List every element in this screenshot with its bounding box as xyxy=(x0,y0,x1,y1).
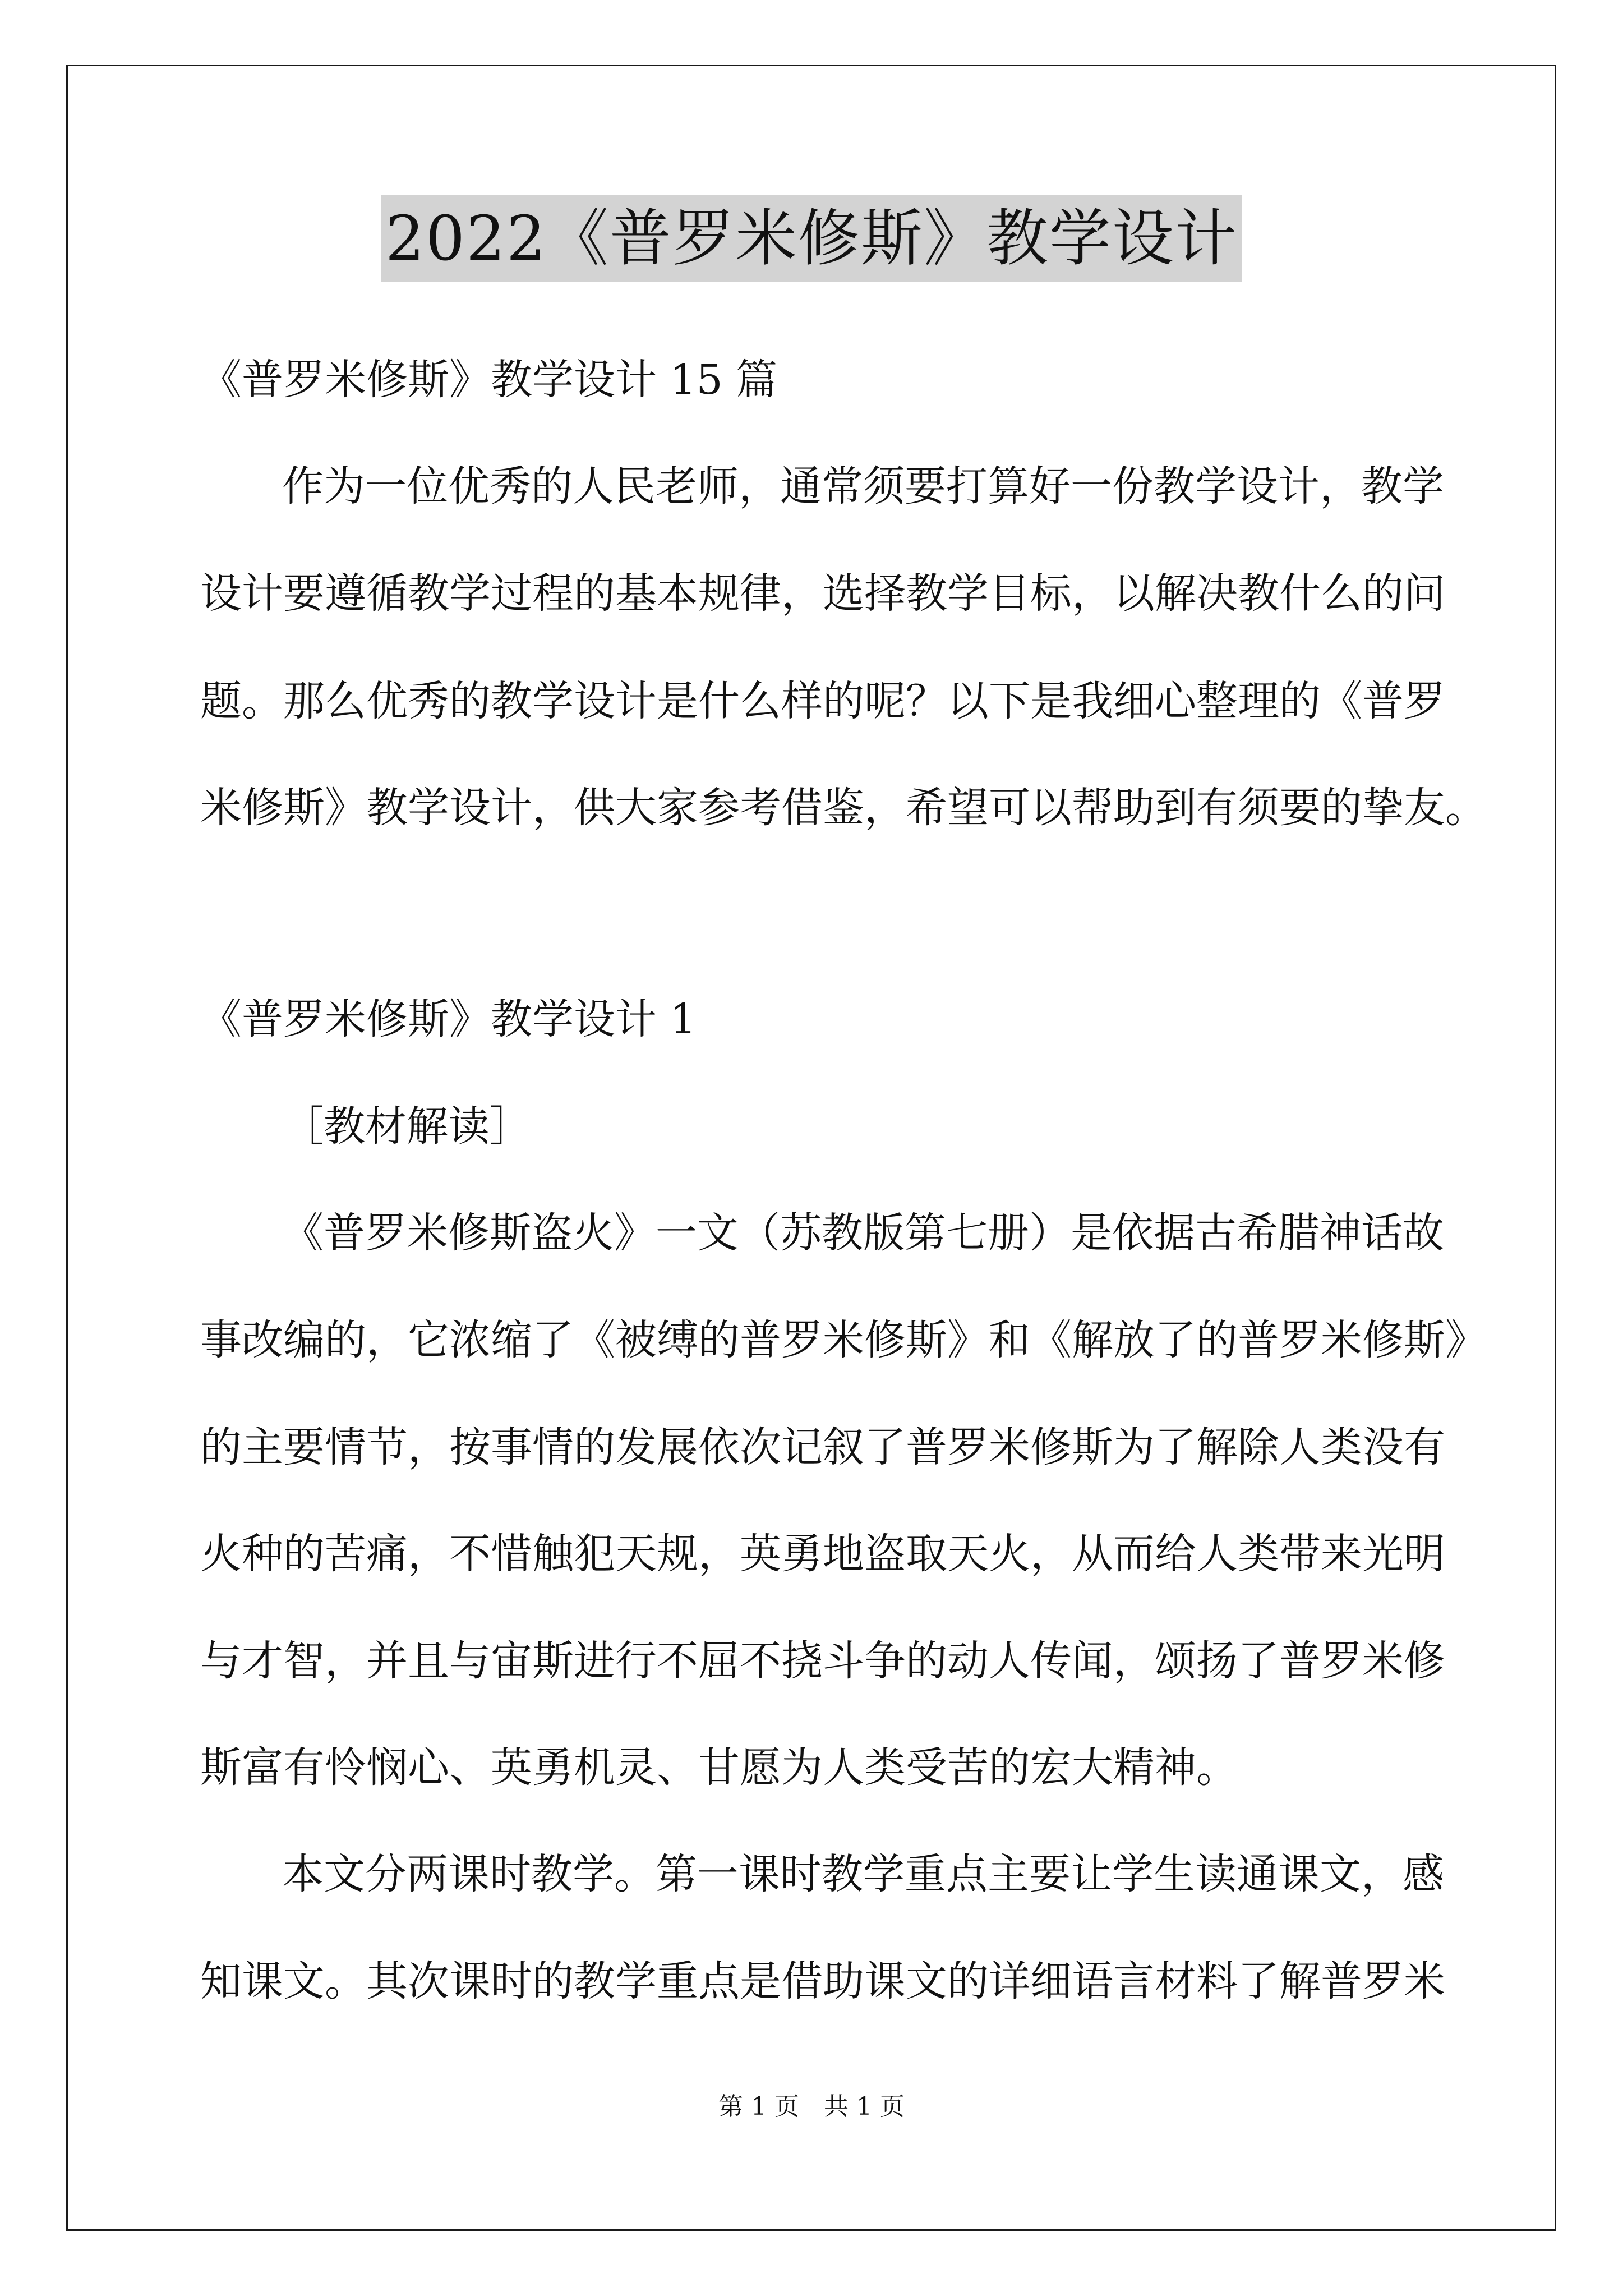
section-heading: 《普罗米修斯》教学设计 1 xyxy=(200,995,697,1043)
paragraph-1-line-2: 事改编的，它浓缩了《被缚的普罗米修斯》和《解放了的普罗米修斯》 xyxy=(200,1316,1487,1364)
subsection-heading: ［教材解读］ xyxy=(282,1102,531,1151)
intro-line-2: 设计要遵循教学过程的基本规律，选择教学目标，以解决教什么的问 xyxy=(200,569,1445,618)
document-subtitle: 《普罗米修斯》教学设计 15 篇 xyxy=(200,356,778,404)
paragraph-2-line-1: 本文分两课时教学。第一课时教学重点主要让学生读通课文，感 xyxy=(282,1850,1444,1898)
paragraph-1-line-1: 《普罗米修斯盗火》一文（苏教版第七册）是依据古希腊神话故 xyxy=(282,1209,1444,1257)
intro-line-4: 米修斯》教学设计，供大家参考借鉴，希望可以帮助到有须要的挚友。 xyxy=(200,784,1487,832)
intro-line-1: 作为一位优秀的人民老师，通常须要打算好一份教学设计，教学 xyxy=(282,462,1444,510)
intro-line-3: 题。那么优秀的教学设计是什么样的呢？以下是我细心整理的《普罗 xyxy=(200,677,1445,725)
paragraph-2-line-2: 知课文。其次课时的教学重点是借助课文的详细语言材料了解普罗米 xyxy=(200,1957,1445,2005)
paragraph-1-line-4: 火种的苦痛，不惜触犯天规，英勇地盗取天火，从而给人类带来光明 xyxy=(200,1530,1445,1578)
title-container xyxy=(0,195,1623,282)
page-footer: 第 1 页 共 1 页 xyxy=(718,2092,905,2121)
paragraph-1-line-5: 与才智，并且与宙斯进行不屈不挠斗争的动人传闻，颂扬了普罗米修 xyxy=(200,1637,1445,1685)
paragraph-1-line-6: 斯富有怜悯心、英勇机灵、甘愿为人类受苦的宏大精神。 xyxy=(200,1743,1238,1792)
paragraph-1-line-3: 的主要情节，按事情的发展依次记叙了普罗米修斯为了解除人类没有 xyxy=(200,1423,1445,1471)
document-title: 2022《普罗米修斯》教学设计 xyxy=(381,195,1242,282)
